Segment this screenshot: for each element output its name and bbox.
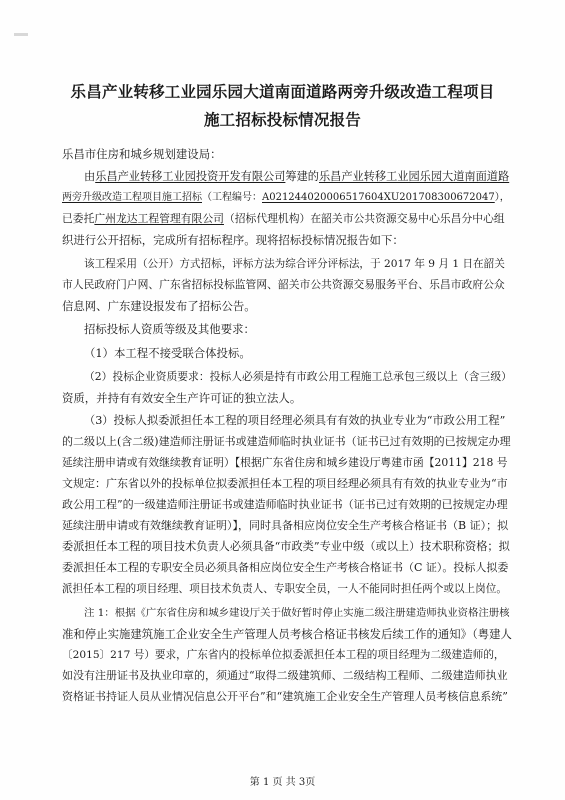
text-run: （工程编号： xyxy=(202,192,262,203)
project-name-part-1: 乐昌产业转移工业园乐园大道南面道路 xyxy=(318,170,510,183)
requirement-3-line-3: 延续注册申请或有效继续教育证明）【根据广东省住房和城乡建设厅粤建市函【2011】218 号 xyxy=(62,456,508,469)
project-name-part-2: 两旁升级改造工程项目施工招标 xyxy=(62,192,202,203)
page-number: 第 1 页 共 3页 xyxy=(249,777,316,788)
requirement-3-line-4: 文规定：广东省以外的投标单位拟委派担任本工程的项目经理必须具有有效的执业专业为“市 xyxy=(62,477,508,490)
note-1-line-3: 〔2015〕217 号）要求，广东省内的投标单位拟委派担任本工程的项目经理为二级建造师的， xyxy=(62,649,505,661)
document-title-line2: 施工招标投标情况报告 xyxy=(203,111,361,129)
requirement-2-line-1: （2）投标企业资质要求：投标人必须是持有市政公用工程施工总承包三级以上（含三级） xyxy=(84,370,512,383)
requirement-3-line-6: 延续注册申请或有效继续教育证明）】，同时具备相应岗位安全生产考核合格证书（B 证）；拟 xyxy=(62,519,509,532)
paragraph-1-line-4: 织进行公开招标，完成所有招标程序。现将招标投标情况报告如下： xyxy=(62,233,404,247)
requirement-2-line-2: 资质，并持有有效安全生产许可证的独立法人。 xyxy=(62,391,302,405)
scan-mark xyxy=(14,33,28,36)
requirement-3-line-8: 委派担任本工程的专职安全员必须具备相应岗位安全生产考核合格证书（C 证）。投标人拟委 xyxy=(62,561,509,574)
project-code: A021244020006517604XU201708300672047 xyxy=(262,192,495,203)
note-1-line-4: 如没有注册证书及执业印章的，须通过“取得二级建筑师、二级结构工程师、二级建造师执业 xyxy=(62,669,508,682)
agent-company: 广州龙达工程管理有限公司 xyxy=(94,212,224,225)
requirements-heading: 招标投标人资质等级及其他要求： xyxy=(84,322,255,336)
paragraph-1-line-2 xyxy=(62,191,512,205)
owner-company: 乐昌产业转移工业园投资开发有限公司 xyxy=(95,170,286,183)
document-title-line1: 乐昌产业转移工业园乐园大道南面道路两旁升级改造工程项目 xyxy=(70,83,495,101)
paragraph-2-line-3: 信息网、广东建设报发布了招标公告。 xyxy=(62,299,256,313)
addressee: 乐昌市住房和城乡规划建设局： xyxy=(62,147,222,161)
requirement-3-line-2: 的二级以上(含二级)建造师注册证书或建造师临时执业证书（证书已过有效期的已按规定办理 xyxy=(62,435,511,448)
requirement-3-line-1: （3）投标人拟委派担任本工程的项目经理必须具有有效的执业专业为“市政公用工程” xyxy=(84,414,506,427)
text-run: 筹建的 xyxy=(285,170,319,183)
note-1-line-5: 资格证书持证人员从业情况信息公开平台”和“建筑施工企业安全生产管理人员考核信息系统” xyxy=(62,690,508,703)
requirement-3-line-7: 委派担任本工程的项目技术负责人必须具备“市政类”专业中级（或以上）技术职称资格；拟 xyxy=(62,540,510,553)
text-run: 由 xyxy=(84,170,96,183)
requirement-3-line-9: 派担任本工程的项目经理、项目技术负责人、专职安全员，一人不能同时担任两个或以上岗位。 xyxy=(62,583,507,595)
text-run: ）， xyxy=(494,192,510,203)
note-1-line-2: 准和停止实施建筑施工企业安全生产管理人员考核合格证书核发后续工作的通知》（粤建人 xyxy=(62,627,512,641)
requirement-3-line-5: 政公用工程”的一级建造师注册证书或建造师临时执业证书（证书已过有效期的已按规定办理 xyxy=(62,498,508,511)
paragraph-2-line-2: 市人民政府门户网、广东省招标投标监管网、韶关市公共资源交易服务平台、乐昌市政府公众 xyxy=(62,278,505,291)
paragraph-1-line-3 xyxy=(62,212,512,226)
note-1-line-1: 注 1：根据《广东省住房和城乡建设厅关于做好暂时停止实施二级注册建造师执业资格注册核 xyxy=(84,607,510,619)
text-run: 已委托 xyxy=(62,212,95,225)
requirement-1: （1）本工程不接受联合体投标。 xyxy=(84,346,251,360)
paragraph-1-line-1 xyxy=(84,170,512,184)
text-run: （招标代理机构）在韶关市公共资源交易中心乐昌分中心组 xyxy=(223,212,505,225)
paragraph-2-line-1: 该工程采用（公开）方式招标，评标方法为综合评分评标法，于 2017 年 9 月 1 日在韶关 xyxy=(84,258,505,270)
